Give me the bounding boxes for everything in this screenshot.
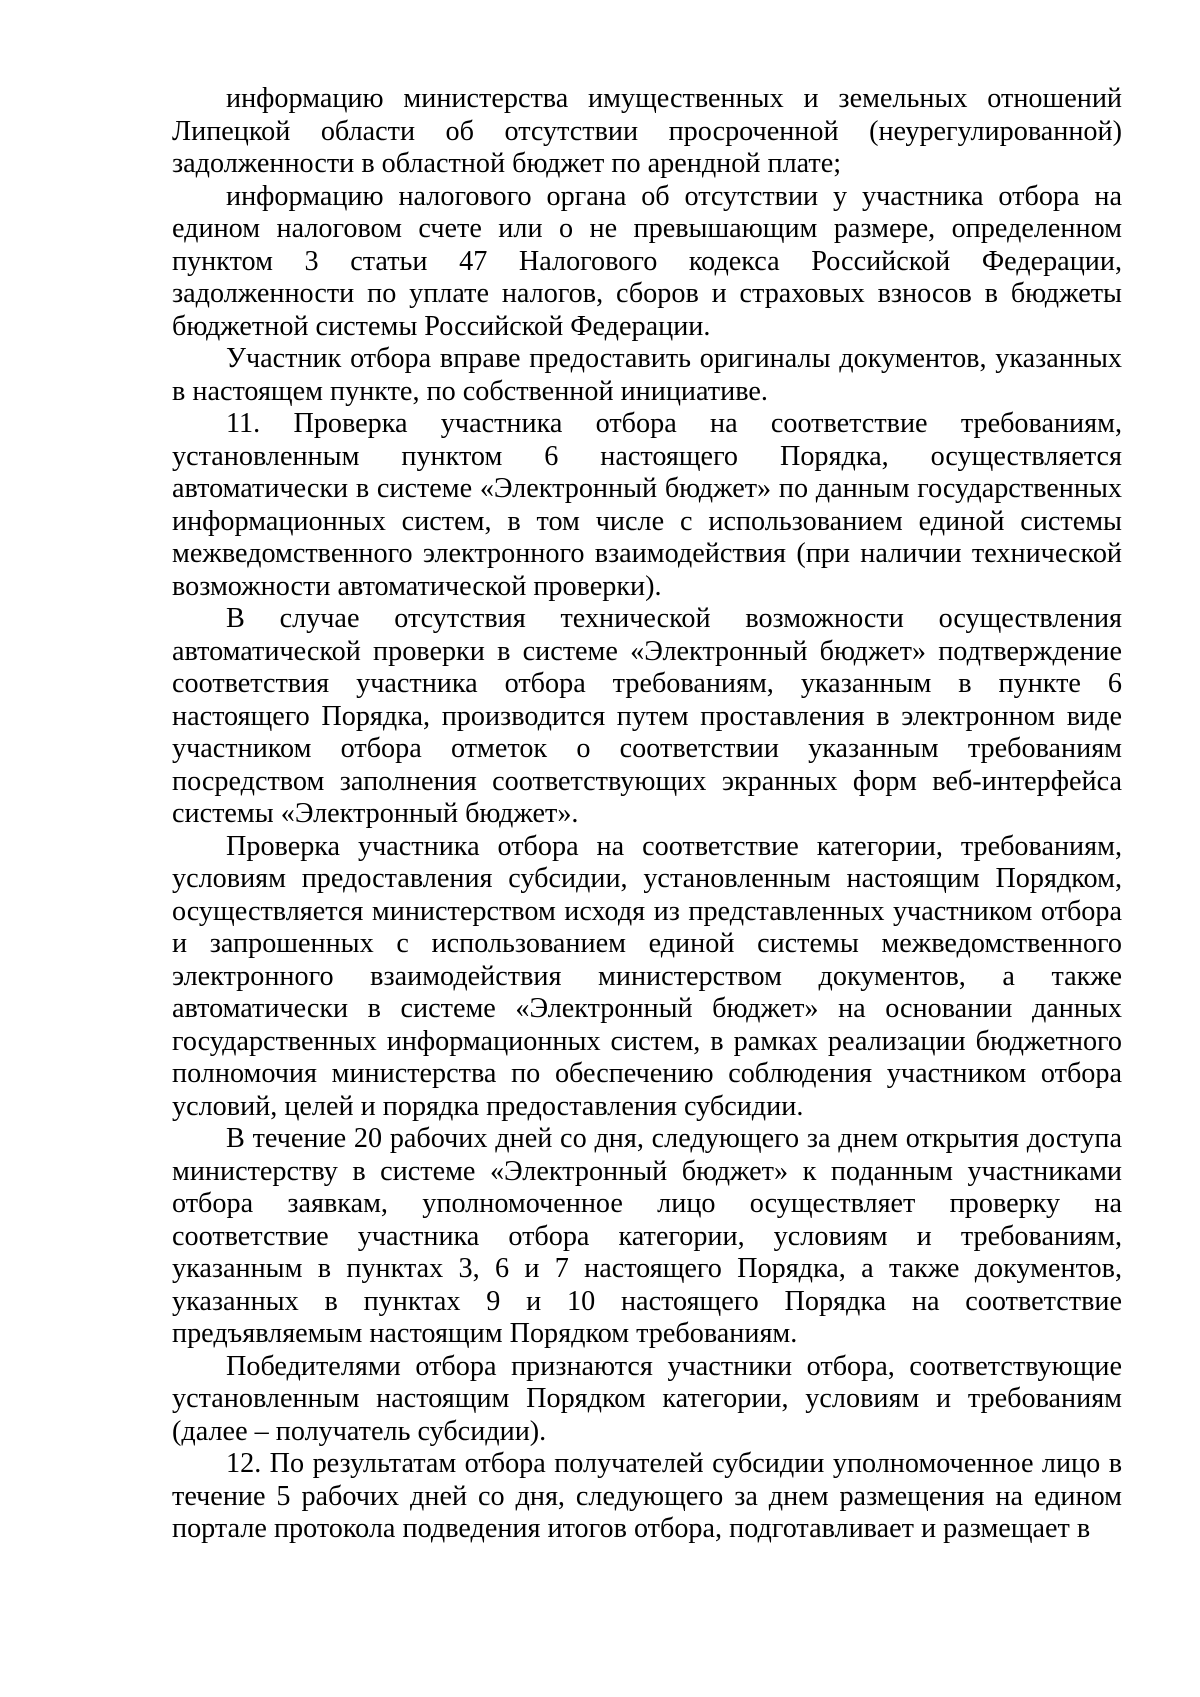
paragraph-ministry-check: Проверка участника отбора на соответствие категории, требованиям, условиям предоставления субсидии, установленным настоящим Порядком, осуществляется министерством исходя из представленных участником отбора и запрошенных с использованием единой системы межведомственного электронного взаимодействия министерством документов, а также автоматически в системе «Электронный бюджет» на основании данных государственных информационных систем, в рамках реализации бюджетного полномочия министерства по обеспечению соблюдения участником отбора условий, целей и порядка предоставления субсидии. [172,830,1122,1122]
document-page [172,83,1122,1546]
paragraph-item-11-check: 11. Проверка участника отбора на соответствие требованиям, установленным пунктом 6 настоящего Порядка, осуществляется автоматически в системе «Электронный бюджет» по данным государственных информационных систем, в том числе с использованием единой системы межведомственного электронного взаимодействия (при наличии технической возможности автоматической проверки). [172,408,1122,602]
paragraph-manual-confirmation: В случае отсутствия технической возможности осуществления автоматической проверки в системе «Электронный бюджет» подтверждение соответствия участника отбора требованиям, указанным в пункте 6 настоящего Порядка, производится путем проставления в электронном виде участником отбора отметок о соответствии указанным требованиям посредством заполнения соответствующих экранных форм веб-интерфейса системы «Электронный бюджет». [172,603,1122,829]
paragraph-originals-right: Участник отбора вправе предоставить оригиналы документов, указанных в настоящем пункте, по собственной инициативе. [172,343,1122,407]
paragraph-review-period: В течение 20 рабочих дней со дня, следующего за днем открытия доступа министерству в системе «Электронный бюджет» к поданным участниками отбора заявкам, уполномоченное лицо осуществляет проверку на соответствие участника отбора категории, условиям и требованиям, указанным в пунктах 3, 6 и 7 настоящего Порядка, а также документов, указанных в пунктах 9 и 10 настоящего Порядка на соответствие предъявляемым настоящим Порядком требованиям. [172,1123,1122,1349]
paragraph-item-12-results: 12. По результатам отбора получателей субсидии уполномоченное лицо в течение 5 рабочих дней со дня, следующего за днем размещения на едином портале протокола подведения итогов отбора, подготавливает и размещает в [172,1448,1122,1544]
paragraph-tax-authority-info: информацию налогового органа об отсутствии у участника отбора на едином налоговом счете или о не превышающим размере, определенном пунктом 3 статьи 47 Налогового кодекса Российской Федерации, задолженности по уплате налогов, сборов и страховых взносов в бюджеты бюджетной системы Российской Федерации. [172,180,1122,342]
paragraph-land-relations-info: информацию министерства имущественных и земельных отношений Липецкой области об отсутствии просроченной (неурегулированной) задолженности в областной бюджет по арендной плате; [172,83,1122,179]
paragraph-winners: Победителями отбора признаются участники отбора, соответствующие установленным настоящим Порядком категории, условиям и требованиям (далее – получатель субсидии). [172,1350,1122,1447]
